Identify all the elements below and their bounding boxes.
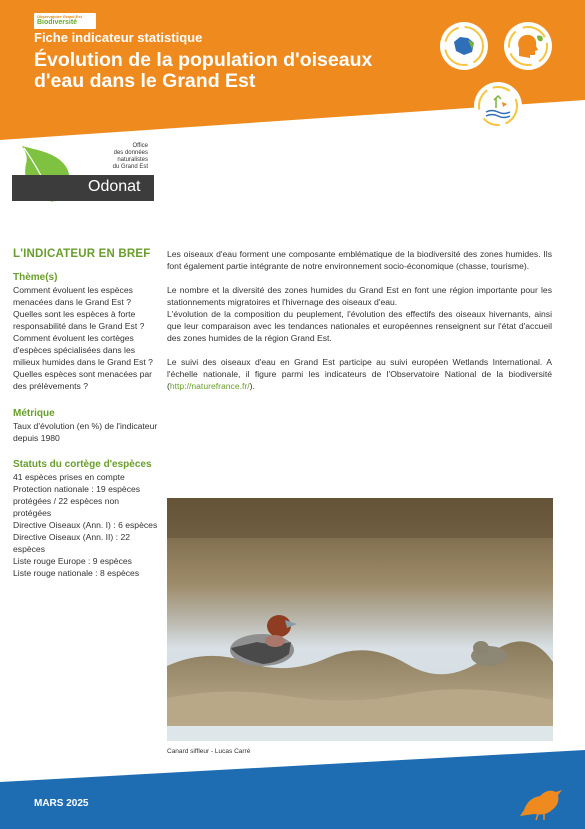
paragraph-2: Le nombre et la diversité des zones humides du Grand Est en font une région importante pour les stationnements migratoires et l'hivernage des oiseaux d'eau. — [167, 285, 552, 307]
paragraph-1: Les oiseaux d'eau forment une composante emblématique de la biodiversité des zones humides. Ils font également partie intégrante de notre environnement socio-économique (chasse, tourisme). — [167, 249, 552, 271]
status-item: Protection nationale : 19 espèces protégées / 22 espèces non protégées — [13, 484, 141, 518]
odonat-line-2: des données — [113, 150, 148, 156]
photo-caption: Canard siffleur - Lucas Carré — [167, 748, 251, 755]
paragraph-4-end: ). — [249, 381, 255, 391]
document-kicker: Fiche indicateur statistique — [34, 30, 203, 45]
status-item: Liste rouge Europe : 9 espèces — [13, 556, 132, 566]
theme-list — [13, 284, 158, 392]
odonat-name: Odonat — [88, 178, 141, 195]
paragraph-3: L'évolution de la composition du peuplement, l'évolution des effectifs des oiseaux hivernants, ainsi que leur comparaison avec les tendances nationales et européennes renseignent sur l'état d'accueil des zones humides de la région Grand Est. — [167, 309, 552, 343]
footer-band — [0, 740, 585, 829]
publication-date: MARS 2025 — [34, 798, 89, 809]
paragraph-4 — [167, 356, 552, 392]
theme-item: Quelles espèces sont menacées par des prélèvements ? — [13, 369, 153, 391]
odonat-line-1: Office — [132, 143, 148, 149]
indicator-summary — [13, 248, 158, 579]
metric-heading: Métrique — [13, 408, 55, 419]
theme-item: Quelles sont les espèces à forte responsabilité dans le Grand Est ? — [13, 309, 145, 331]
theme-item: Comment évoluent les cortèges d'espèces spécialisées dans les milieux humides dans le Grand Est ? — [13, 333, 153, 367]
metric-body: Taux d'évolution (en %) de l'indicateur depuis 1980 — [13, 421, 158, 443]
summary-title: L'INDICATEUR EN BREF — [13, 248, 151, 260]
head-leaf-icon — [504, 22, 552, 70]
odonat-descriptor — [90, 143, 148, 171]
paragraph-4-text: Le suivi des oiseaux d'eau en Grand Est participe au suivi européen Wetlands International. A l'échelle nationale, il figure parmi les indicateurs de l'Observatoire National de la biodiversité ( — [167, 357, 552, 391]
wetland-bird-icon — [474, 82, 522, 130]
theme-item: Comment évoluent les espèces menacées dans le Grand Est ? — [13, 285, 133, 307]
odonat-line-4: du Grand Est — [112, 164, 148, 170]
status-item: Directive Oiseaux (Ann. I) : 6 espèces — [13, 520, 158, 530]
odonat-line-3: naturalistes — [117, 157, 148, 163]
wigeon-photo — [167, 498, 553, 741]
logo-line-1: Observatoire Grand Est — [37, 14, 82, 19]
logo-line-2: Biodiversité — [37, 19, 78, 26]
theme-heading: Thème(s) — [13, 272, 58, 283]
page-title: Évolution de la population d'oiseaux d'eau dans le Grand Est — [34, 49, 373, 92]
status-item: Directive Oiseaux (Ann. II) : 22 espèces — [13, 532, 131, 554]
observatoire-logo — [34, 13, 96, 29]
status-list — [13, 471, 158, 579]
status-item: 41 espèces prises en compte — [13, 472, 125, 482]
status-heading: Statuts du cortège d'espèces — [13, 459, 152, 470]
naturefrance-link[interactable]: http://naturefrance.fr/ — [169, 381, 250, 391]
intro-text — [167, 248, 552, 392]
map-icon — [440, 22, 488, 70]
status-item: Liste rouge nationale : 8 espèces — [13, 568, 140, 578]
